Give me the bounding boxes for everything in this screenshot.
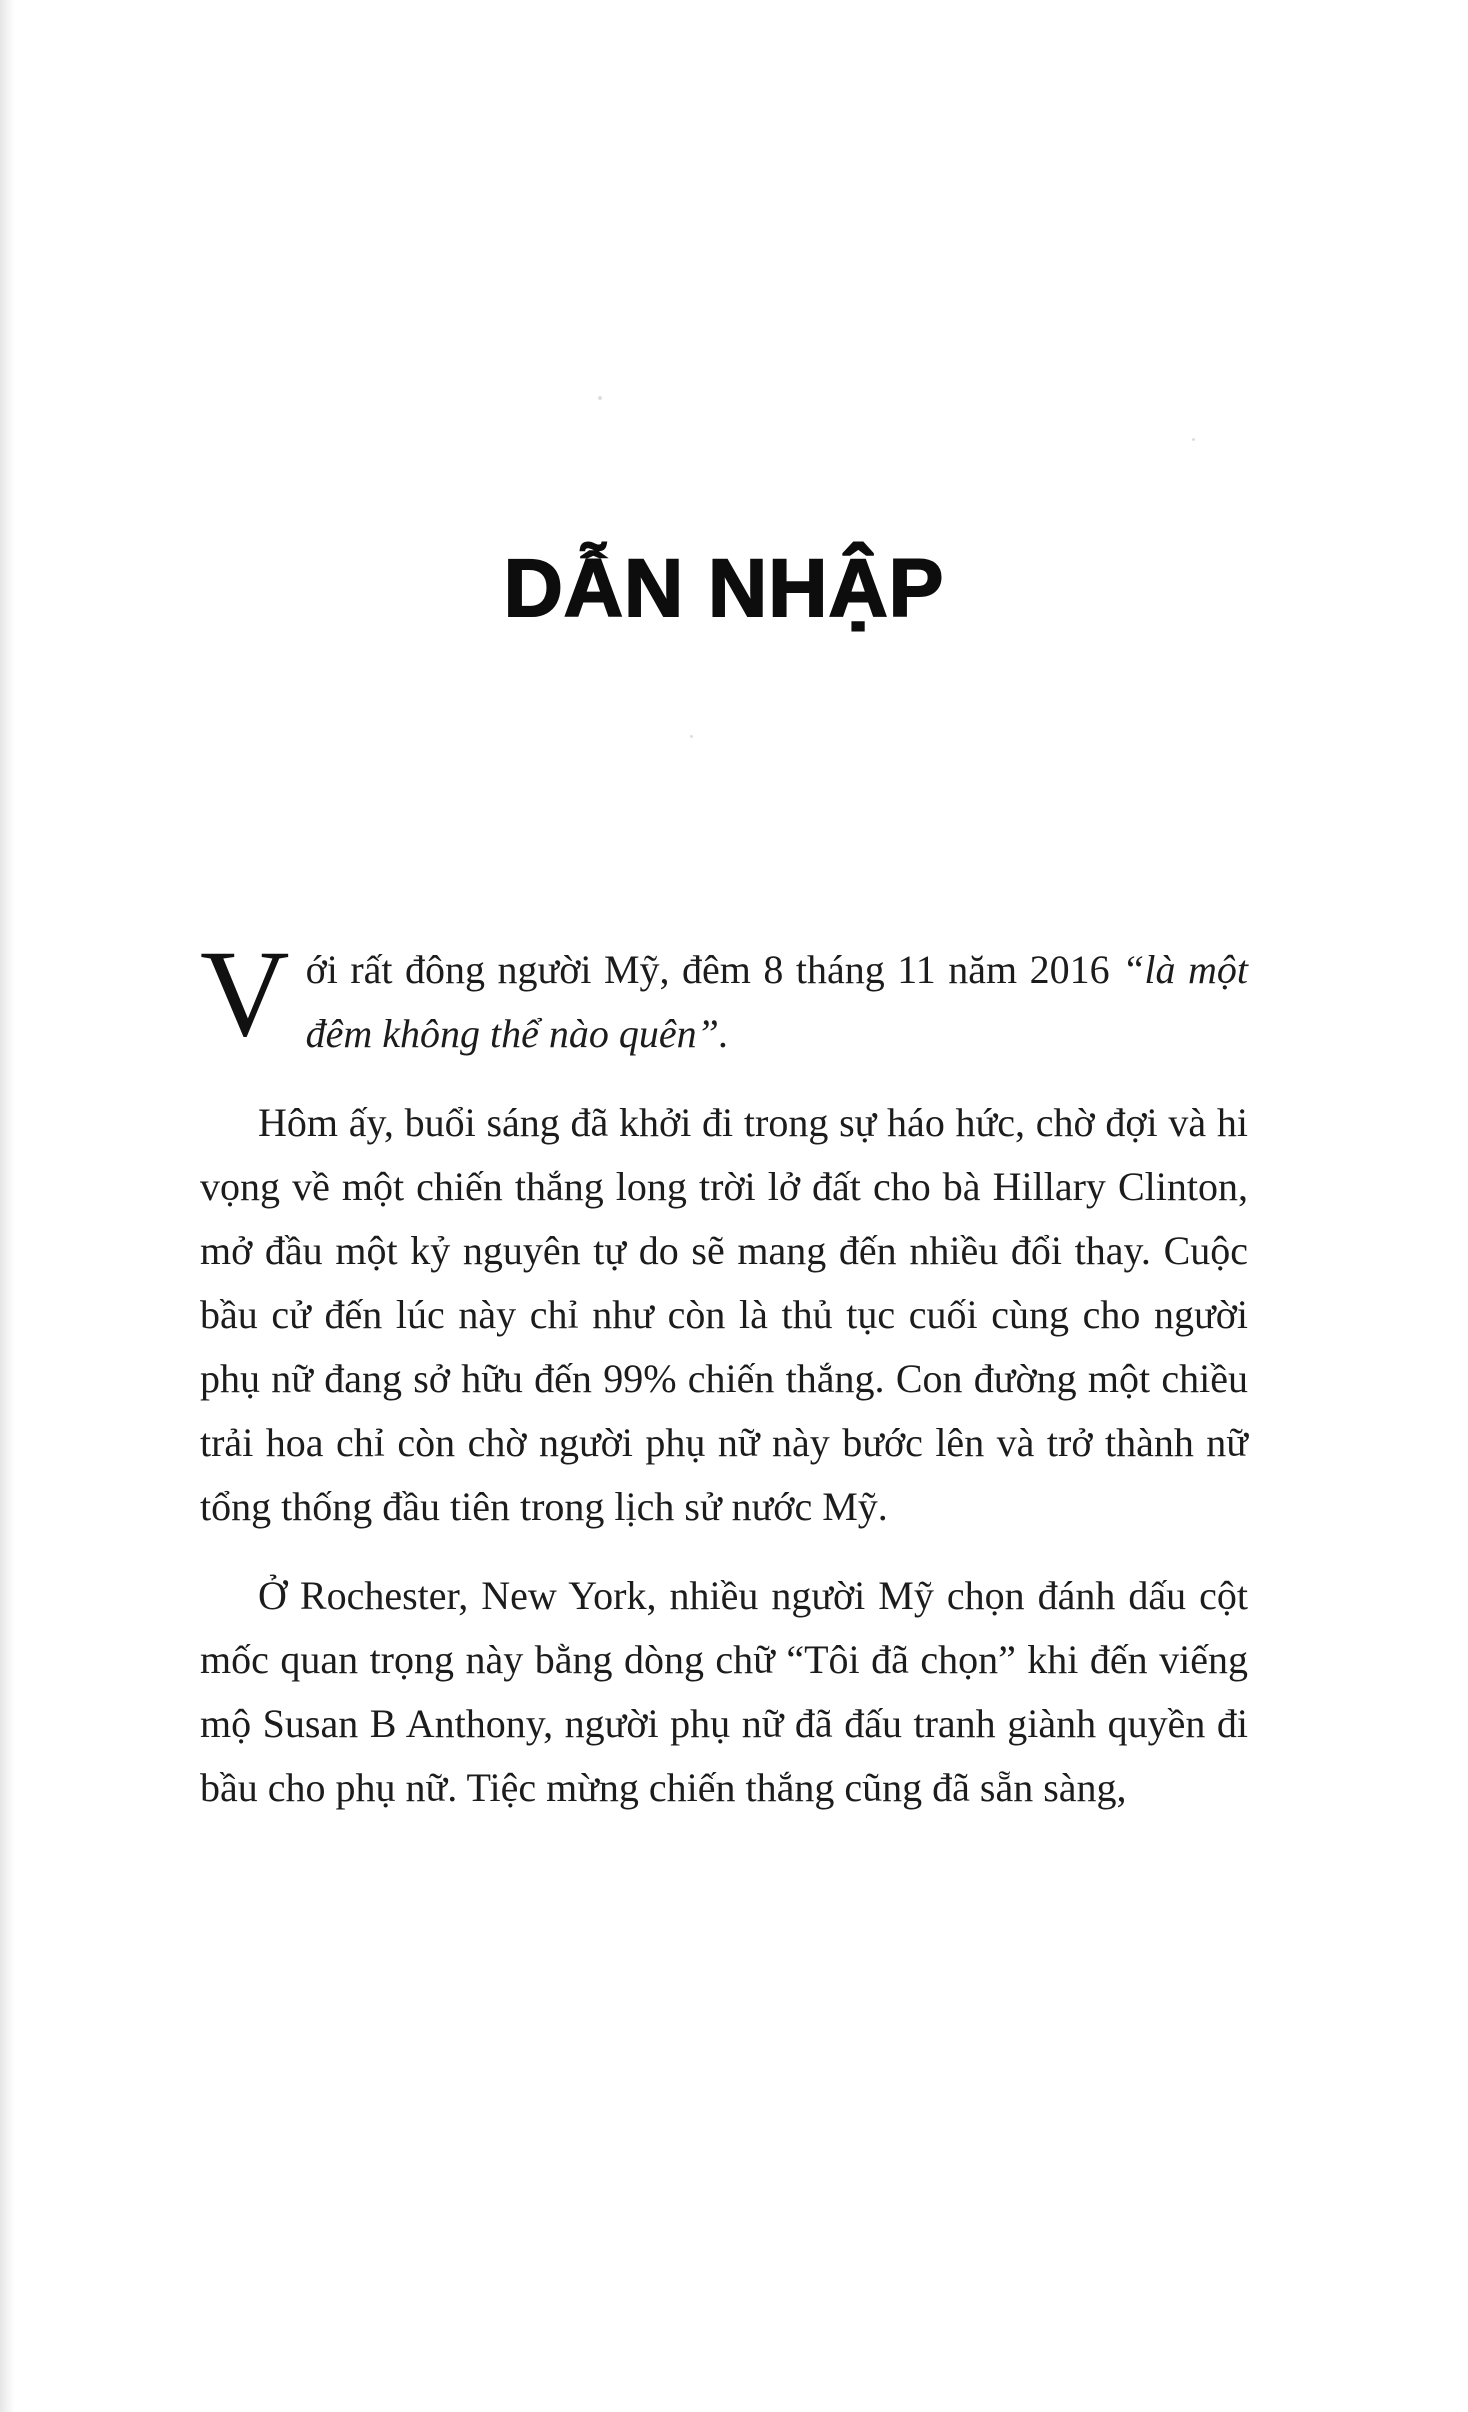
intro-quote-italic: “là một đêm không thể nào quên”. bbox=[305, 947, 1248, 1056]
chapter-title: DẪN NHẬP bbox=[503, 543, 945, 634]
scan-speck bbox=[690, 735, 693, 738]
intro-paragraph bbox=[200, 925, 1248, 1066]
drop-cap: V bbox=[200, 925, 290, 1062]
paragraph: Hôm ấy, buổi sáng đã khởi đi trong sự háo hức, chờ đợi và hi vọng về một chiến thắng long trời lở đất cho bà Hillary Clinton, mở đầu một kỷ nguyên tự do sẽ mang đến nhiều đổi thay. Cuộc bầu cử đến lúc này chỉ như còn là thủ tục cuối cùng cho người phụ nữ đang sở hữu đến 99% chiến thắng. Con đường một chiều trải hoa chỉ còn chờ người phụ nữ này bước lên và trở thành nữ tổng thống đầu tiên trong lịch sử nước Mỹ. bbox=[200, 1100, 1248, 1529]
body-text-block bbox=[200, 925, 1248, 1820]
scan-edge-shade bbox=[0, 0, 14, 2412]
scan-speck bbox=[1192, 438, 1195, 441]
intro-lead-text: ới rất đông người Mỹ, đêm 8 tháng 11 năm 2016 bbox=[305, 947, 1123, 992]
paragraph: Ở Rochester, New York, nhiều người Mỹ chọn đánh dấu cột mốc quan trọng này bằng dòng chữ “Tôi đã chọn” khi đến viếng mộ Susan B Anthony, người phụ nữ đã đấu tranh giành quyền đi bầu cho phụ nữ. Tiệc mừng chiến thắng cũng đã sẵn sàng, bbox=[200, 1573, 1248, 1810]
scan-speck bbox=[598, 396, 602, 400]
